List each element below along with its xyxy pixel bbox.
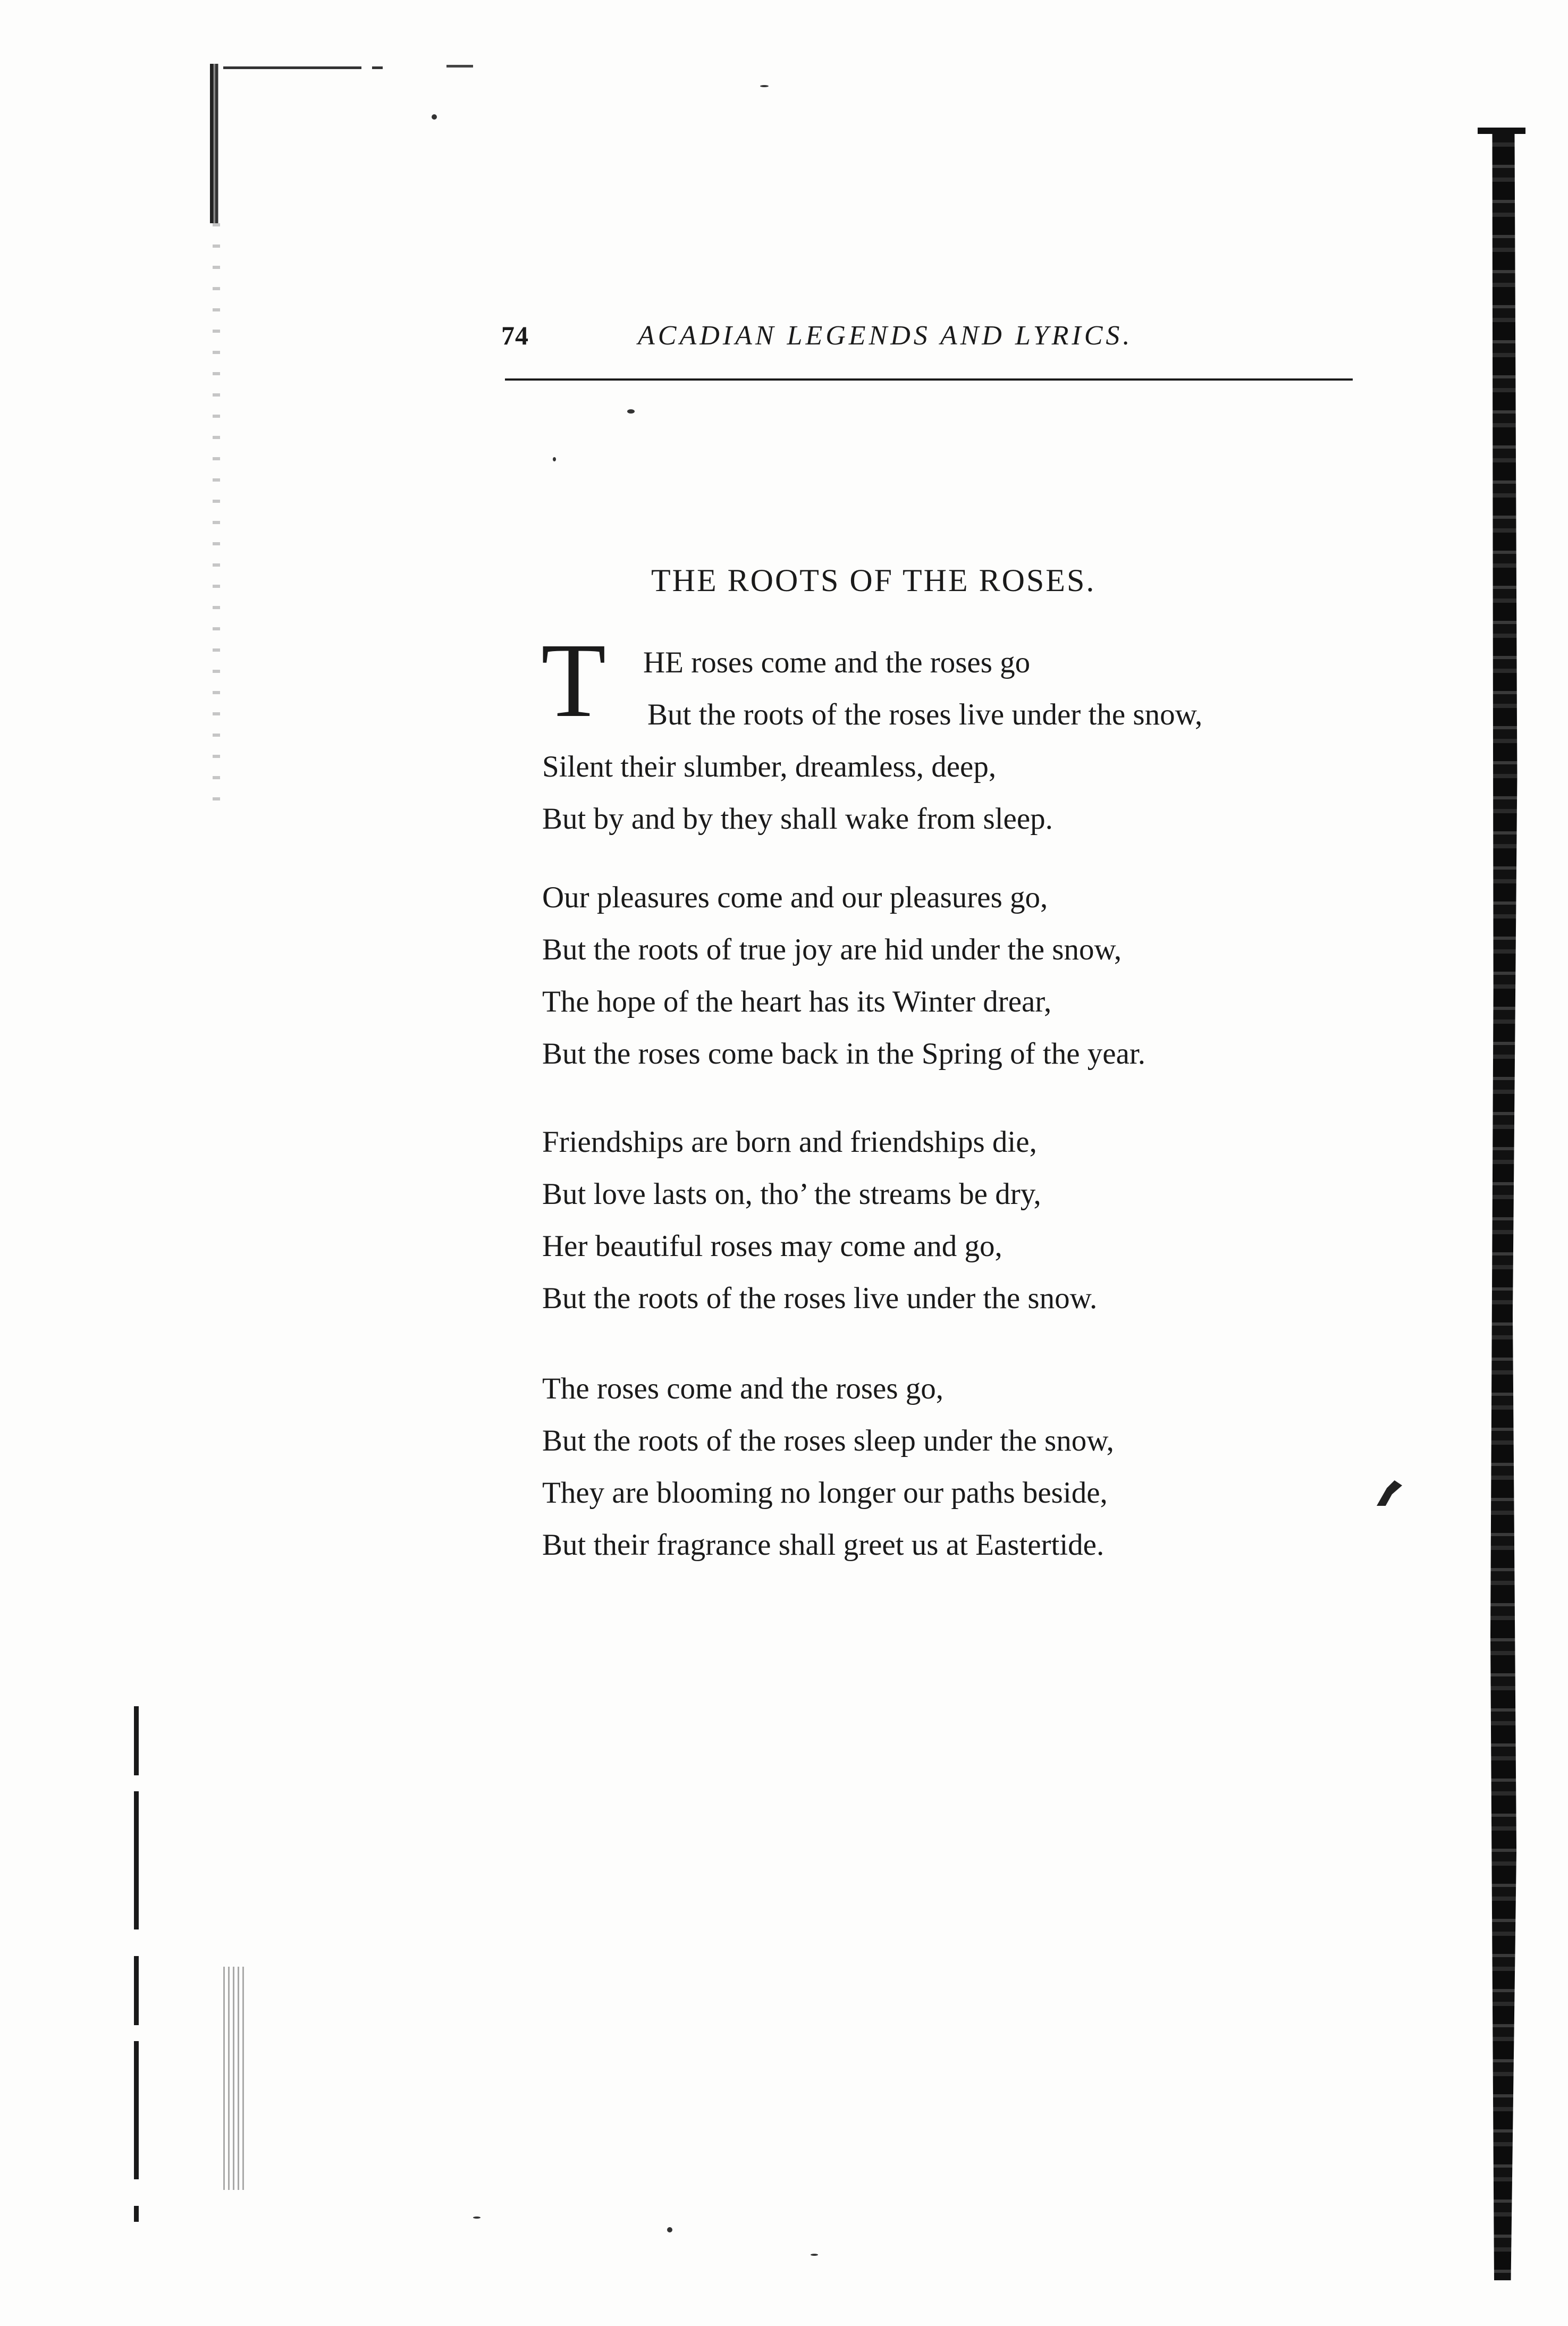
stanza-2 [542, 872, 1145, 1080]
scan-speck [432, 114, 437, 120]
poem-line: But by and by they shall wake from sleep. [542, 802, 1053, 836]
poem-line: But their fragrance shall greet us at Eastertide. [542, 1528, 1105, 1562]
ink-blot-mark [1377, 1480, 1402, 1506]
binding-shadow-left [210, 64, 222, 223]
poem-line: They are blooming no longer our paths beside, [542, 1476, 1108, 1510]
poem-line: But the roots of true joy are hid under the snow, [542, 933, 1122, 966]
scan-speck [667, 2227, 672, 2232]
scan-speck [811, 2254, 818, 2256]
poem-first-line: HE roses come and the roses go [643, 646, 1031, 679]
poem-line: Her beautiful roses may come and go, [542, 1229, 1002, 1263]
stanza-3 [542, 1116, 1097, 1325]
stanza-4 [542, 1363, 1114, 1571]
poem-line: But the roots of the roses live under the snow, [647, 698, 1203, 731]
header-rule [505, 378, 1353, 381]
poem-title: THE ROOTS OF THE ROSES. [651, 563, 1096, 598]
poem-line: The roses come and the roses go, [542, 1372, 944, 1405]
poem-line: Friendships are born and friendships die, [542, 1125, 1037, 1159]
scan-speck [553, 457, 556, 461]
binding-dots-left [213, 223, 220, 808]
corner-dash-top [446, 65, 473, 68]
poem-line: The hope of the heart has its Winter drear, [542, 985, 1052, 1018]
corner-rule-top [223, 66, 393, 69]
stanza-1 [542, 689, 1202, 845]
poem-line: But love lasts on, tho’ the streams be dry, [542, 1177, 1041, 1211]
poem-line: But the roses come back in the Spring of the year. [542, 1037, 1145, 1071]
poem-line: Our pleasures come and our pleasures go, [542, 881, 1048, 914]
running-title: ACADIAN LEGENDS AND LYRICS. [638, 321, 1133, 351]
scan-speck [760, 85, 769, 87]
page-number: 74 [501, 321, 529, 350]
drop-cap: T [541, 622, 606, 739]
poem-line: Silent their slumber, dreamless, deep, [542, 750, 997, 783]
edge-shadow-right [1483, 133, 1520, 2280]
scan-speck [473, 2217, 480, 2219]
poem-line: But the roots of the roses live under the snow. [542, 1282, 1098, 1315]
binding-stitch-lower [223, 1967, 245, 2190]
scan-speck [627, 409, 635, 414]
poem-line: But the roots of the roses sleep under the snow, [542, 1424, 1114, 1457]
edge-shadow-left-lower [134, 1706, 139, 2222]
